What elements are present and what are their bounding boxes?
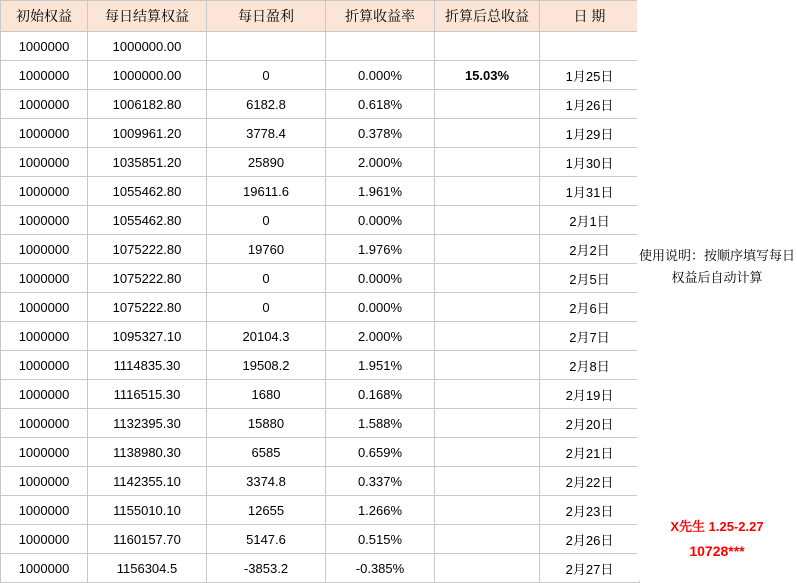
cell-daily-profit[interactable]: 0: [207, 264, 326, 293]
cell-daily-settlement-equity[interactable]: 1142355.10: [88, 467, 207, 496]
cell-daily-settlement-equity[interactable]: 1138980.30: [88, 438, 207, 467]
table-header-row: [1, 1, 640, 32]
cell-initial-equity[interactable]: 1000000: [1, 496, 88, 525]
cell-converted-return-rate[interactable]: 0.000%: [326, 264, 435, 293]
cell-initial-equity[interactable]: 1000000: [1, 119, 88, 148]
cell-date[interactable]: 2月27日: [540, 554, 640, 583]
cell-daily-profit[interactable]: 6182.8: [207, 90, 326, 119]
cell-date[interactable]: 2月22日: [540, 467, 640, 496]
cell-converted-return-rate[interactable]: 0.659%: [326, 438, 435, 467]
cell-converted-total-return[interactable]: [435, 351, 540, 380]
cell-daily-settlement-equity[interactable]: 1006182.80: [88, 90, 207, 119]
cell-initial-equity[interactable]: 1000000: [1, 409, 88, 438]
table-row: [1, 119, 640, 148]
cell-daily-profit[interactable]: 6585: [207, 438, 326, 467]
cell-converted-total-return[interactable]: [435, 148, 540, 177]
cell-daily-settlement-equity[interactable]: 1009961.20: [88, 119, 207, 148]
cell-converted-total-return[interactable]: [435, 496, 540, 525]
table-row: [1, 351, 640, 380]
cell-initial-equity[interactable]: 1000000: [1, 380, 88, 409]
cell-initial-equity[interactable]: 1000000: [1, 351, 88, 380]
cell-converted-total-return[interactable]: [435, 293, 540, 322]
cell-date[interactable]: 1月31日: [540, 177, 640, 206]
cell-daily-settlement-equity[interactable]: 1075222.80: [88, 235, 207, 264]
cell-converted-total-return[interactable]: [435, 90, 540, 119]
cell-initial-equity[interactable]: 1000000: [1, 467, 88, 496]
cell-date[interactable]: 2月7日: [540, 322, 640, 351]
cell-initial-equity[interactable]: 1000000: [1, 90, 88, 119]
cell-converted-return-rate[interactable]: 0.515%: [326, 525, 435, 554]
table-body: [1, 32, 640, 583]
cell-converted-total-return[interactable]: [435, 438, 540, 467]
cell-initial-equity[interactable]: 1000000: [1, 206, 88, 235]
usage-instructions: 使用说明：按顺序填写每日权益后自动计算: [638, 248, 795, 285]
table-row: [1, 235, 640, 264]
cell-daily-settlement-equity[interactable]: 1116515.30: [88, 380, 207, 409]
cell-converted-return-rate[interactable]: 0.000%: [326, 293, 435, 322]
cell-converted-return-rate[interactable]: 0.378%: [326, 119, 435, 148]
cell-daily-profit[interactable]: 12655: [207, 496, 326, 525]
cell-date[interactable]: 2月2日: [540, 235, 640, 264]
cell-converted-total-return[interactable]: [435, 322, 540, 351]
cell-daily-settlement-equity[interactable]: 1075222.80: [88, 264, 207, 293]
column-header-converted-total-return: 折算后总收益: [435, 1, 540, 32]
cell-daily-settlement-equity[interactable]: 1160157.70: [88, 525, 207, 554]
cell-daily-profit[interactable]: 1680: [207, 380, 326, 409]
cell-initial-equity[interactable]: 1000000: [1, 525, 88, 554]
cell-daily-settlement-equity[interactable]: 1156304.5: [88, 554, 207, 583]
cell-converted-return-rate[interactable]: 1.266%: [326, 496, 435, 525]
table-row: [1, 525, 640, 554]
cell-daily-settlement-equity[interactable]: 1000000.00: [88, 32, 207, 61]
cell-converted-total-return[interactable]: [435, 32, 540, 61]
cell-converted-return-rate[interactable]: 0.337%: [326, 467, 435, 496]
cell-daily-profit[interactable]: -3853.2: [207, 554, 326, 583]
cell-date[interactable]: 2月20日: [540, 409, 640, 438]
cell-daily-profit[interactable]: 19611.6: [207, 177, 326, 206]
cell-daily-profit[interactable]: 15880: [207, 409, 326, 438]
column-header-daily-settlement-equity: 每日结算权益: [88, 1, 207, 32]
cell-converted-total-return[interactable]: [435, 467, 540, 496]
cell-converted-total-return[interactable]: [435, 380, 540, 409]
cell-converted-return-rate[interactable]: -0.385%: [326, 554, 435, 583]
cell-initial-equity[interactable]: 1000000: [1, 177, 88, 206]
cell-date[interactable]: 2月26日: [540, 525, 640, 554]
cell-converted-total-return[interactable]: [435, 235, 540, 264]
cell-converted-return-rate[interactable]: 1.976%: [326, 235, 435, 264]
side-panel: [637, 0, 797, 581]
cell-date[interactable]: 2月19日: [540, 380, 640, 409]
cell-initial-equity[interactable]: 1000000: [1, 264, 88, 293]
table-row: [1, 206, 640, 235]
cell-date[interactable]: 1月25日: [540, 61, 640, 90]
cell-converted-total-return[interactable]: [435, 206, 540, 235]
cell-initial-equity[interactable]: 1000000: [1, 148, 88, 177]
cell-converted-return-rate[interactable]: [326, 32, 435, 61]
table-row: [1, 409, 640, 438]
cell-converted-return-rate[interactable]: 1.951%: [326, 351, 435, 380]
cell-daily-profit[interactable]: 25890: [207, 148, 326, 177]
cell-initial-equity[interactable]: 1000000: [1, 293, 88, 322]
signature-block: [637, 515, 797, 563]
column-header-date: 日 期: [540, 1, 640, 32]
cell-date[interactable]: 2月1日: [540, 206, 640, 235]
signature-account-number: 10728***: [689, 543, 745, 559]
cell-date[interactable]: 1月26日: [540, 90, 640, 119]
column-header-daily-profit: 每日盈利: [207, 1, 326, 32]
cell-daily-profit[interactable]: 5147.6: [207, 525, 326, 554]
cell-converted-return-rate[interactable]: 1.588%: [326, 409, 435, 438]
cell-initial-equity[interactable]: 1000000: [1, 235, 88, 264]
cell-daily-settlement-equity[interactable]: 1155010.10: [88, 496, 207, 525]
cell-daily-profit[interactable]: 20104.3: [207, 322, 326, 351]
cell-converted-return-rate[interactable]: 0.618%: [326, 90, 435, 119]
cell-daily-profit[interactable]: [207, 32, 326, 61]
cell-daily-settlement-equity[interactable]: 1132395.30: [88, 409, 207, 438]
cell-daily-settlement-equity[interactable]: 1000000.00: [88, 61, 207, 90]
cell-daily-profit[interactable]: 19508.2: [207, 351, 326, 380]
table-row: [1, 467, 640, 496]
cell-date[interactable]: 2月6日: [540, 293, 640, 322]
cell-daily-settlement-equity[interactable]: 1055462.80: [88, 206, 207, 235]
table-row: [1, 380, 640, 409]
cell-date[interactable]: [540, 32, 640, 61]
table-row: [1, 148, 640, 177]
column-header-converted-return-rate: 折算收益率: [326, 1, 435, 32]
table-row: [1, 177, 640, 206]
cell-daily-profit[interactable]: 0: [207, 293, 326, 322]
cell-date[interactable]: 1月30日: [540, 148, 640, 177]
cell-converted-total-return[interactable]: [435, 554, 540, 583]
table-row: [1, 293, 640, 322]
cell-daily-profit[interactable]: 0: [207, 206, 326, 235]
cell-daily-settlement-equity[interactable]: 1075222.80: [88, 293, 207, 322]
table-row: [1, 32, 640, 61]
cell-daily-profit[interactable]: 19760: [207, 235, 326, 264]
cell-daily-settlement-equity[interactable]: 1055462.80: [88, 177, 207, 206]
cell-converted-return-rate[interactable]: 0.000%: [326, 61, 435, 90]
cell-converted-return-rate[interactable]: 2.000%: [326, 322, 435, 351]
cell-daily-settlement-equity[interactable]: 1095327.10: [88, 322, 207, 351]
cell-converted-total-return[interactable]: [435, 177, 540, 206]
cell-converted-total-return[interactable]: [435, 119, 540, 148]
cell-date[interactable]: 2月8日: [540, 351, 640, 380]
cell-converted-return-rate[interactable]: 2.000%: [326, 148, 435, 177]
cell-initial-equity[interactable]: 1000000: [1, 322, 88, 351]
cell-initial-equity[interactable]: 1000000: [1, 32, 88, 61]
cell-date[interactable]: 2月23日: [540, 496, 640, 525]
cell-converted-total-return[interactable]: [435, 525, 540, 554]
cell-initial-equity[interactable]: 1000000: [1, 61, 88, 90]
table-row: [1, 322, 640, 351]
cell-date[interactable]: 2月21日: [540, 438, 640, 467]
cell-initial-equity[interactable]: 1000000: [1, 554, 88, 583]
table-row: [1, 438, 640, 467]
cell-converted-total-return-highlight[interactable]: 15.03%: [435, 61, 540, 90]
signature-name-range: X先生 1.25-2.27: [670, 519, 764, 534]
cell-daily-settlement-equity[interactable]: 1114835.30: [88, 351, 207, 380]
cell-converted-total-return[interactable]: [435, 409, 540, 438]
table-row: [1, 90, 640, 119]
cell-converted-return-rate[interactable]: 1.961%: [326, 177, 435, 206]
cell-date[interactable]: 2月5日: [540, 264, 640, 293]
cell-converted-return-rate[interactable]: 0.168%: [326, 380, 435, 409]
table-row: [1, 264, 640, 293]
cell-daily-profit[interactable]: 0: [207, 61, 326, 90]
cell-daily-profit[interactable]: 3374.8: [207, 467, 326, 496]
table-row: [1, 61, 640, 90]
cell-daily-profit[interactable]: 3778.4: [207, 119, 326, 148]
cell-converted-total-return[interactable]: [435, 264, 540, 293]
cell-initial-equity[interactable]: 1000000: [1, 438, 88, 467]
table-row: [1, 496, 640, 525]
cell-daily-settlement-equity[interactable]: 1035851.20: [88, 148, 207, 177]
cell-date[interactable]: 1月29日: [540, 119, 640, 148]
cell-converted-return-rate[interactable]: 0.000%: [326, 206, 435, 235]
table-row: [1, 554, 640, 583]
column-header-initial-equity: 初始权益: [1, 1, 88, 32]
